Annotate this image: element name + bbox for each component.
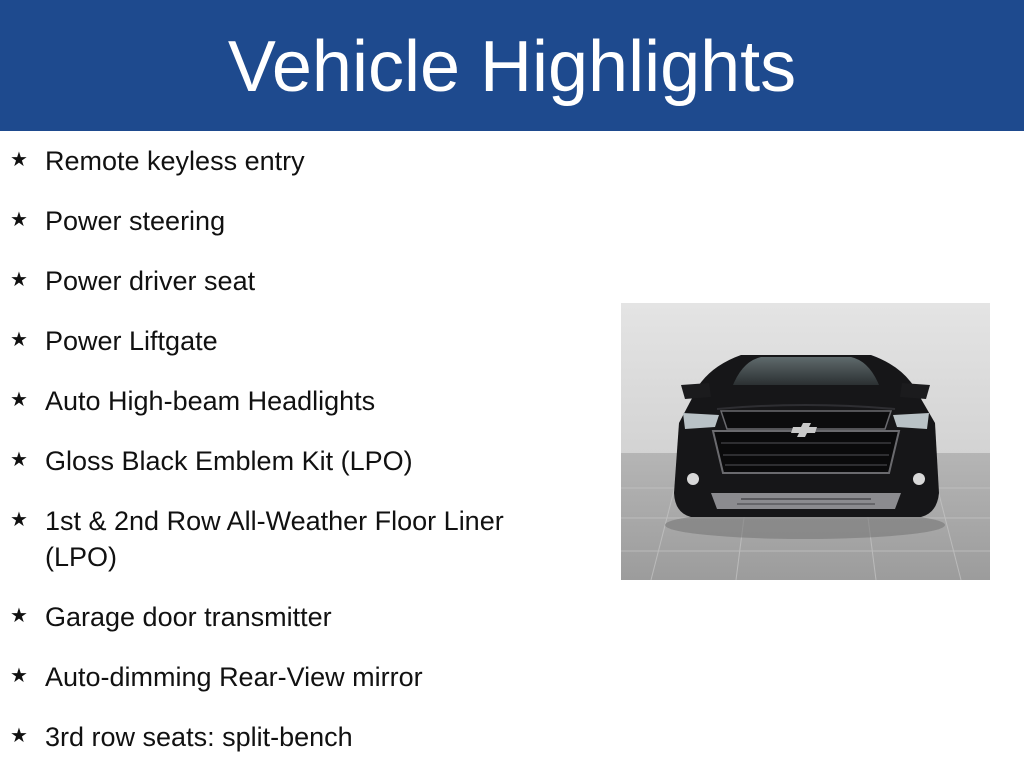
list-item — [10, 203, 580, 239]
star-icon: ★ — [10, 267, 28, 291]
star-icon: ★ — [10, 147, 28, 171]
list-item — [10, 659, 580, 695]
list-item-label: 3rd row seats: split-bench — [45, 722, 353, 752]
list-item-label: Power Liftgate — [45, 326, 218, 356]
list-item — [10, 719, 580, 755]
list-item — [10, 599, 580, 635]
list-item-label: 1st & 2nd Row All-Weather Floor Liner (LPO) — [45, 506, 504, 572]
list-item-label: Garage door transmitter — [45, 602, 332, 632]
highlights-list — [10, 143, 580, 779]
list-item-label: Gloss Black Emblem Kit (LPO) — [45, 446, 413, 476]
vehicle-body — [674, 355, 939, 517]
list-item — [10, 383, 580, 419]
list-item-label: Power driver seat — [45, 266, 256, 296]
list-item-label: Remote keyless entry — [45, 146, 305, 176]
list-item-label: Auto High-beam Headlights — [45, 386, 376, 416]
list-item — [10, 263, 580, 299]
list-item-label: Power steering — [45, 206, 226, 236]
list-item — [10, 443, 580, 479]
header-banner — [0, 0, 1024, 131]
list-item-label: Auto-dimming Rear-View mirror — [45, 662, 423, 692]
page-title: Vehicle Highlights — [227, 26, 797, 107]
vehicle-photo — [621, 303, 990, 580]
list-item — [10, 323, 580, 359]
star-icon: ★ — [10, 663, 28, 687]
star-icon: ★ — [10, 327, 28, 351]
list-item — [10, 503, 580, 575]
list-item — [10, 143, 580, 179]
star-icon: ★ — [10, 447, 28, 471]
star-icon: ★ — [10, 387, 28, 411]
star-icon: ★ — [10, 723, 28, 747]
star-icon: ★ — [10, 207, 28, 231]
star-icon: ★ — [10, 507, 28, 531]
star-icon: ★ — [10, 603, 28, 627]
vehicle-illustration — [621, 303, 990, 580]
